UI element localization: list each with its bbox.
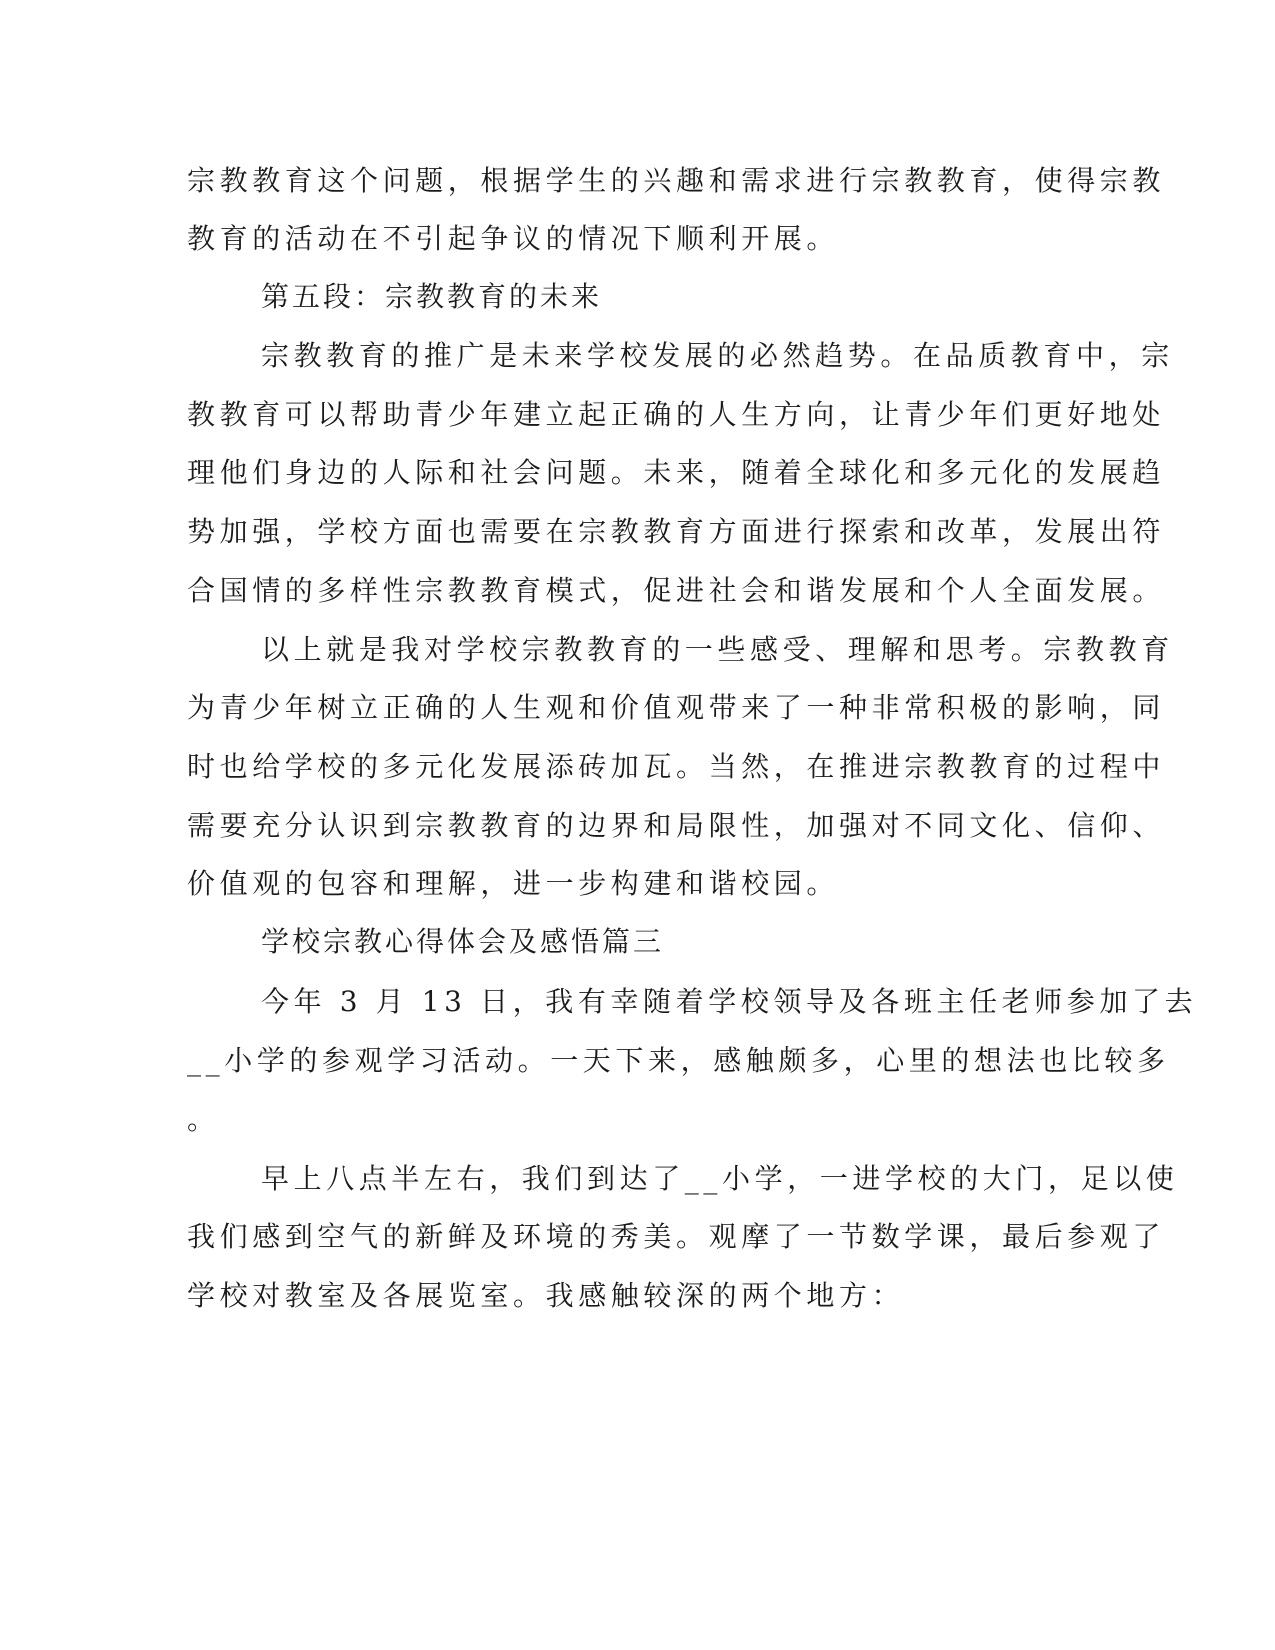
body-text-line: 价值观的包容和理解，进一步构建和谐校园。: [187, 867, 840, 900]
body-text-line: 理他们身边的人际和社会问题。未来，随着全球化和多元化的发展趋: [187, 456, 1166, 489]
body-text-line: 宗教教育这个问题，根据学生的兴趣和需求进行宗教教育，使得宗教: [187, 164, 1166, 197]
body-text-line: 为青少年树立正确的人生观和价值观带来了一种非常积极的影响，同: [187, 691, 1166, 724]
body-text-line: 教育的活动在不引起争议的情况下顺利开展。: [187, 222, 840, 255]
body-text-line: 需要充分认识到宗教教育的边界和局限性，加强对不同文化、信仰、: [187, 809, 1166, 842]
body-text-line: 教教育可以帮助青少年建立起正确的人生方向，让青少年们更好地处: [187, 398, 1166, 431]
body-text-line: 宗教教育的推广是未来学校发展的必然趋势。在品质教育中，宗: [261, 339, 1174, 372]
body-text-line: 时也给学校的多元化发展添砖加瓦。当然，在推进宗教教育的过程中: [187, 750, 1166, 783]
body-text-line: __小学的参观学习活动。一天下来，感触颇多，心里的想法也比较多: [187, 1044, 1170, 1077]
body-text-line: 以上就是我对学校宗教教育的一些感受、理解和思考。宗教教育: [261, 633, 1174, 666]
body-text-line: 今年 3 月 13 日，我有幸随着学校领导及各班主任老师参加了去: [261, 985, 1198, 1018]
body-text-line: 我们感到空气的新鲜及环境的秀美。观摩了一节数学课，最后参观了: [187, 1220, 1166, 1253]
body-text-line: 学校对教室及各展览室。我感触较深的两个地方：: [187, 1279, 905, 1312]
body-text-line: 势加强，学校方面也需要在宗教教育方面进行探索和改革，发展出符: [187, 515, 1166, 548]
section-heading: 学校宗教心得体会及感悟篇三: [261, 925, 665, 958]
body-text-line: 。: [187, 1103, 220, 1136]
body-text-line: 合国情的多样性宗教教育模式，促进社会和谐发展和个人全面发展。: [187, 574, 1166, 607]
section-heading: 第五段：宗教教育的未来: [261, 280, 603, 313]
body-text-line: 早上八点半左右，我们到达了__小学，一进学校的大门，足以使: [261, 1162, 1179, 1195]
